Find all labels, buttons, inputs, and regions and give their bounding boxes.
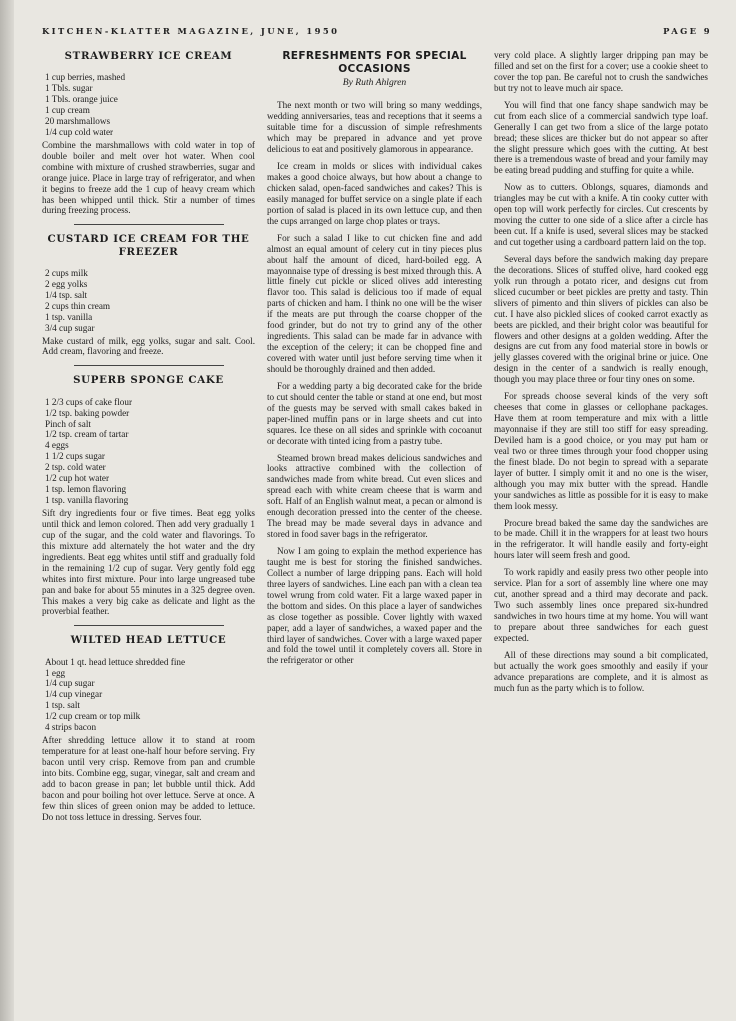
ingredient: About 1 qt. head lettuce shredded fine xyxy=(45,656,186,667)
recipe-title: SUPERB SPONGE CAKE xyxy=(73,374,224,387)
recipe-directions: Combine the marshmallows with cold water in top of double boiler and melt over hot water. When cool combine with mixture of crushed strawberries, sugar and orange juice. Place in large tray of refrigerator, and when it begins to freeze add the 1 cup of heavy cream which has been whipped until thick. Stir a number of times during freezing process. xyxy=(42,139,255,216)
ingredient-list xyxy=(42,657,255,734)
article-paragraph: Steamed brown bread makes delicious sandwiches and looks attractive combined with the collection of sandwiches made from white bread. Cut even slices and spread each with white cream cheese that is warm and soft. Half of an English walnut meat, a pecan or almond is enough decoration pressed into the center of the cheese. The bread may be made several days in advance and stored in food saver bags in the refrigerator. xyxy=(267,452,482,540)
page-edge-shadow xyxy=(0,0,14,1021)
ingredient: 1 tsp. salt xyxy=(45,700,80,711)
ingredient: 1/2 tsp. cream of tartar xyxy=(45,429,129,440)
ingredient-list xyxy=(42,72,255,138)
recipe-superb-sponge-cake xyxy=(42,374,255,617)
ingredient: 2 egg yolks xyxy=(45,278,88,289)
article-title-line-2: OCCASIONS xyxy=(338,62,411,75)
ingredient: 1/2 cup hot water xyxy=(45,473,110,484)
recipe-directions: Sift dry ingredients four or five times. Beat egg yolks until thick and lemon colored. Then add very gradually 1 cup of the sugar, and the cold water and flavorings. To this mixture add alternately the hot water and the dry ingredients. Beat egg whites until stiff and gradually fold in the remaining 1/2 cup of sugar. Very gently fold egg whites into first mixture. Pour into large ungreased tube pan and bake for about 55 minutes in a 325 degree oven. This makes a very big cake as delicate and light as the proverbial feather. xyxy=(42,508,255,617)
article-paragraph: Now as to cutters. Oblongs, squares, diamonds and triangles may be cut with a knife. A tin cooky cutter with open top will work perfectly for circles. Cut crescents by moving the cutter to one side of a slice after a circle has been cut. If a knife is used, several slices may be stacked and cut together using a cardboard pattern laid on the top. xyxy=(494,182,708,247)
article-paragraph: Several days before the sandwich making day prepare the decorations. Slices of stuffed olive, hard cooked egg yolk run through a potato ricer, and designs cut from sliced cucumber or beet pickles are pretty and tasty. Thin slivers of pimento and thin slivers of pickles can also be cut. I have also pickled slices of cooked carrot exactly as beets are pickled, and their bright color was beautiful for flowers and other designs at a golden wedding. After the designs are cut from any food material store in bowls or jelly glasses covered with the original brine or juice. One design in the center of a sandwich is really enough, though you may place three or four tiny ones on some. xyxy=(494,253,708,385)
ingredient: 1 cup cream xyxy=(45,105,90,116)
recipe-strawberry-ice-cream xyxy=(42,50,255,216)
recipe-title: WILTED HEAD LETTUCE xyxy=(70,634,227,647)
ingredient: 1 1/2 cups sugar xyxy=(45,451,105,462)
masthead-title: KITCHEN-KLATTER MAGAZINE, JUNE, 1950 xyxy=(42,26,340,36)
recipe-title: STRAWBERRY ICE CREAM xyxy=(64,50,233,62)
ingredient: 2 cups milk xyxy=(45,267,88,278)
article-paragraph: The next month or two will bring so many weddings, wedding anniversaries, teas and receptions that it seems a suitable time for a discussion of simple refreshments which may be prepared in advance and yet prove delicious to eat and positively glamorous in appearance. xyxy=(267,100,482,155)
article-paragraph: very cold place. A slightly larger dripping pan may be filled and set on the first for a cover; use a cookie sheet to cover the top pan. Be careful not to crush the sandwiches but try not to leave much air space. xyxy=(494,50,708,93)
ingredient: 1 egg xyxy=(45,667,66,678)
article-column-2 xyxy=(494,50,708,829)
ingredient: 3/4 cup sugar xyxy=(45,322,95,333)
ingredient: 1/2 tsp. baking powder xyxy=(45,407,130,418)
article-title xyxy=(267,50,482,75)
ingredient: Pinch of salt xyxy=(45,418,91,429)
recipe-wilted-head-lettuce xyxy=(42,634,255,822)
ingredient: 1/4 tsp. salt xyxy=(45,289,88,300)
ingredient: 1 cup berries, mashed xyxy=(45,72,126,83)
article-paragraph: Now I am going to explain the method experience has taught me is best for storing the finished sandwiches. Collect a number of large dripping pans. Each will hold three layers of sandwiches. Line each pan with a clean tea towel wrung from cold water. Fit a large waxed paper in the bottom and sides. On this place a layer of sandwiches as close together as possible. Cover lightly with waxed paper, add a layer of sandwiches, a waxed paper and the third layer of sandwiches. Cover with a large waxed paper and fold the towel until it completely covers all. Store in the refrigerator or other xyxy=(267,546,482,666)
article-paragraph: Ice cream in molds or slices with individual cakes makes a good choice always, but how about a change to chicken salad, open-faced sandwiches and cakes? This is easily managed for buffet service on a single plate if each portion of salad is placed in its own lettuce cup, and then the cups arranged on large chop plates or trays. xyxy=(267,161,482,226)
columns xyxy=(42,50,712,829)
recipe-directions: Make custard of milk, egg yolks, sugar and salt. Cool. Add cream, flavoring and freeze. xyxy=(42,335,255,357)
ingredient: 1 Tbls. sugar xyxy=(45,83,93,94)
article-paragraph: For a wedding party a big decorated cake for the bride to cut should center the table or stand at one end, but most of the guests may be served with small cakes baked in paper-lined muffin pans or in large sheets and cut into squares. Ice these on all sides and sprinkle with cocoanut or decorate with tinted icing from a pastry tube. xyxy=(267,380,482,446)
article-paragraph: You will find that one fancy shape sandwich may be cut from each slice of a commercial sandwich type loaf. Generally I can get two from a slice of the large potato bread; these slices are thicker but do not appear so after the slight pressure which goes with the cutting. At best there is a tremendous waste of bread and your family may be eating bread pudding and stuffing for quite a while. xyxy=(494,99,708,176)
ingredient: 4 strips bacon xyxy=(45,722,97,733)
article-title-line-1: REFRESHMENTS FOR SPECIAL xyxy=(282,50,467,62)
ingredient: 1/2 cup cream or top milk xyxy=(45,711,141,722)
ingredient-list xyxy=(42,397,255,506)
article-column-1 xyxy=(267,50,482,829)
ingredient: 1/4 cup sugar xyxy=(45,678,95,689)
article-paragraph: For such a salad I like to cut chicken fine and add almost an equal amount of celery cut in tiny pieces plus about half the amount of diced, hard-boiled egg. A mayonnaise type of dressing is best mixed through this. A little finely cut pickle or sliced olives add interesting flavor too. This salad is delicious too if made of equal parts of chicken and ham. I think no one will be the wiser if the meats are put through the coarse chopper of the food grinder, but do not try to grind any of the other ingredients. This salad can be made far in advance with the exception of the celery; it can be chopped fine and covered with water until just before serving time when it should be thoroughly drained and then added. xyxy=(267,232,482,374)
ingredient-list xyxy=(42,268,255,334)
article-paragraph: To work rapidly and easily press two other people into service. Plan for a sort of assembly line where one may cut, another spread and a third may decorate and pack. Two such assembly lines once prepared six-hundred sandwiches in two hours time at my home. You will want to prepare about three sandwiches for each guest expected. xyxy=(494,567,708,643)
ingredient: 1 Tbls. orange juice xyxy=(45,94,118,105)
recipe-custard-ice-cream xyxy=(42,233,255,357)
byline: By Ruth Ahlgren xyxy=(342,77,407,89)
section-divider xyxy=(74,224,224,225)
article-paragraph: All of these directions may sound a bit complicated, but actually the work goes smoothly and easily if your advance preparations are complete, and it is almost as much fun as the party which is to follow. xyxy=(494,649,708,693)
section-divider xyxy=(74,625,224,626)
ingredient: 20 marshmallows xyxy=(45,115,111,126)
ingredient: 2 tsp. cold water xyxy=(45,462,106,473)
recipes-column xyxy=(42,50,255,829)
ingredient: 1/4 cup vinegar xyxy=(45,689,103,700)
ingredient: 1 tsp. vanilla xyxy=(45,311,93,322)
page-number: PAGE 9 xyxy=(663,26,712,36)
masthead xyxy=(42,26,712,36)
section-divider xyxy=(74,365,224,366)
article-paragraph: For spreads choose several kinds of the very soft cheeses that come in glasses or cellophane packages. Have them at room temperature and mix with a little mayonnaise if they are still too stiff for easy spreading. Deviled ham is a good choice, or you may put ham or veal two or three times through your food chopper using the finest blade. Do not begin to spread with a separate layer of butter. I simply omit it and no one is the wiser, although you may mix butter with the spread. Handle your sandwiches as little as possible for it is easy to make them look messy. xyxy=(494,391,708,511)
ingredient: 1 tsp. lemon flavoring xyxy=(45,484,127,495)
recipe-title: CUSTARD ICE CREAM FOR THE FREEZER xyxy=(47,233,250,258)
ingredient: 1/4 cup cold water xyxy=(45,126,114,137)
ingredient: 2 cups thin cream xyxy=(45,300,111,311)
ingredient: 1 tsp. vanilla flavoring xyxy=(45,495,129,506)
ingredient: 1 2/3 cups of cake flour xyxy=(45,396,132,407)
ingredient: 4 eggs xyxy=(45,440,69,451)
recipe-directions: After shredding lettuce allow it to stand at room temperature for at least one-half hour before serving. Fry bacon until very crisp. Remove from pan and crumble into bits. Combine egg, sugar, vinegar, salt and cream and add to bacon grease in pan; let bubble until thick. Add bacon and pour boiling hot over lettuce. Serve at once. A few thin slices of green onion may be added to lettuce. Do not toss lettuce in dressing. Serves four. xyxy=(42,735,255,822)
article-paragraph: Procure bread baked the same day the sandwiches are to be made. Chill it in the wrappers for at least two hours in the refrigerator. It will handle easily and forty-eight hours later will seem fresh and good. xyxy=(494,517,708,561)
